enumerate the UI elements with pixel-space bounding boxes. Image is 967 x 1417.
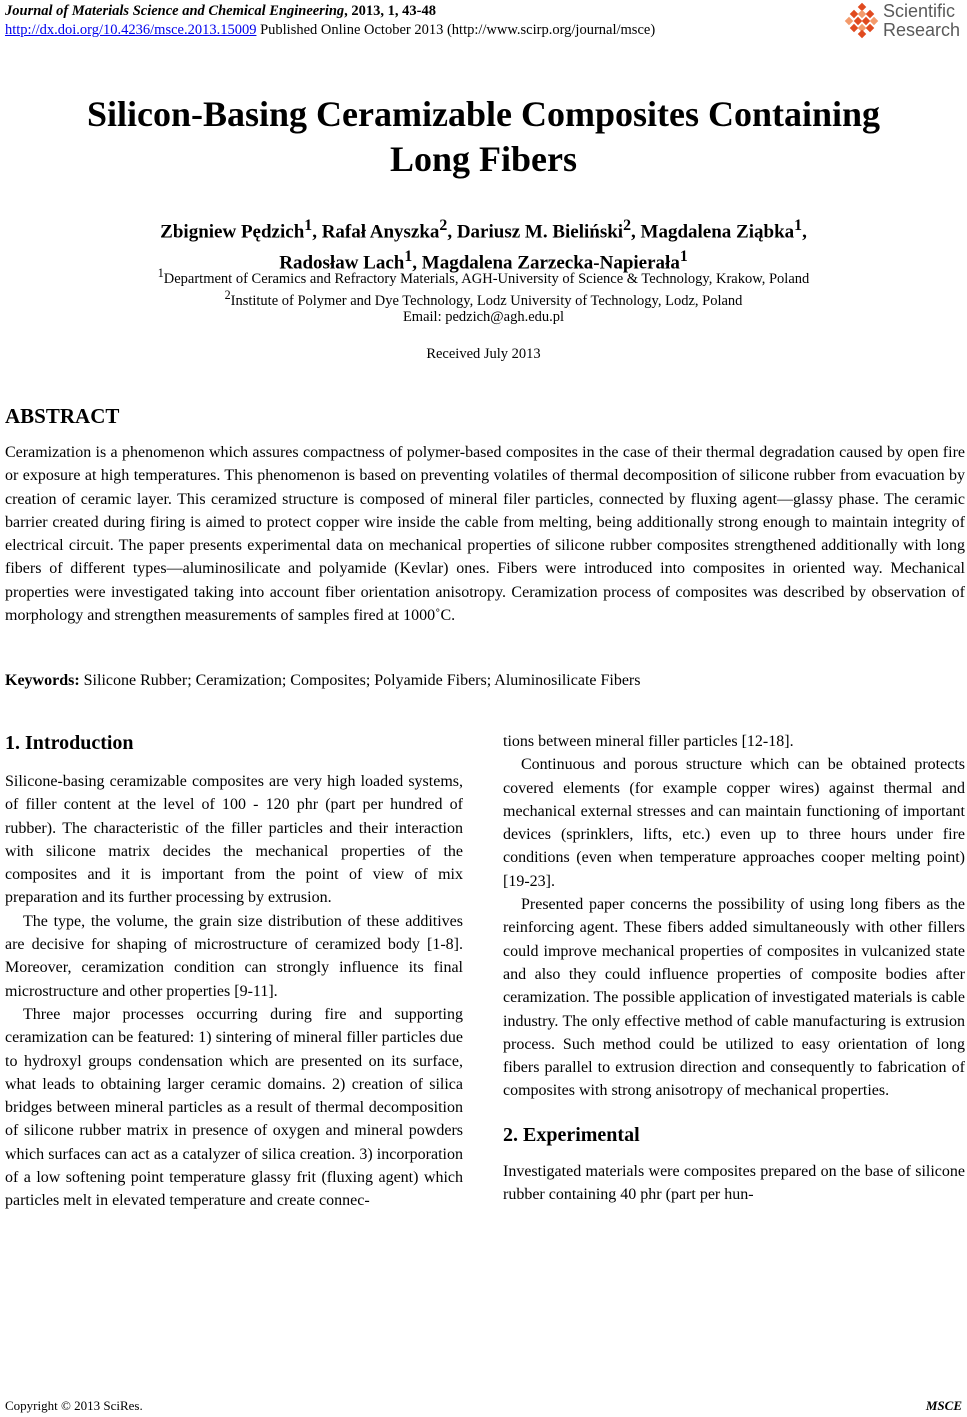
logo-mark-icon [846, 4, 878, 36]
paper-title: Silicon-Basing Ceramizable Composites Containing Long Fibers [86, 94, 881, 179]
doi-line [5, 21, 655, 40]
running-header [5, 2, 655, 40]
abstract-heading: ABSTRACT [5, 404, 120, 428]
journal-name: Journal of Materials Science and Chemical Engineering [5, 3, 345, 19]
intro-paragraph-3: Three major processes occurring during fire and supporting ceramization can be featured: 1) sintering of mineral filler particles due to hydroxyl groups condensation which are presented on its surface, what leads to obtaining larger ceramic domains. 2) creation of silica bridges between mineral particles as a result of thermal decomposition of silicone rubber matrix in presence of oxygen and mineral powders which surfaces can act as a catalyzer of silica creation. 3) incorporation of a low softening point temperature glassy frit (fluxing agent) which particles melt in elevated temperature and create connec- [5, 1005, 463, 1210]
abstract-text: Ceramization is a phenomenon which assures compactness of polymer-based composites in the case of their thermal degradation caused by open fire or exposure at high temperatures. This phenomenon is based on preventing volatiles of thermal decomposition of silicone rubber from evacuation by creation of ceramic layer. This ceramized structure is composed of mineral filer particles, connected by fluxing agent—glassy phase. The ceramic barrier created during firing is aimed to protect copper wire inside the cable from melting, being additionally strong enough to maintain integrity of electrical circuit. The paper presents experimental data on mechanical properties of silicone rubber composites strengthened additionally with long fibers of different types—aluminosilicate and polyamide (Kevlar) ones. Fibers were introduced into composites in oriented way. Mechanical properties were investigated taking into account fiber orientation anisotropy. Ceramization process of composites was described by observation of morphology and strengthen measurements of samples fired at 1000˚C. [5, 444, 965, 625]
publication-info: Published Online October 2013 (http://www.scirp.org/journal/msce) [256, 22, 656, 38]
keywords [5, 670, 640, 692]
journal-volume: , 2013, 1, 43-48 [344, 3, 437, 19]
intro-paragraph-3-continued: tions between mineral filler particles [12-18]. [503, 733, 794, 750]
intro-paragraph-1: Silicone-basing ceramizable composites are very high loaded systems, of filler content at the level of 100 - 120 phr (part per hundred of rubber). The characteristic of the filler particles and their interaction with silicone matrix decides the mechanical properties of the composites and it is important from the point of view of mix preparation and its further processing by extrusion. [5, 773, 463, 907]
right-column [503, 730, 965, 1206]
logo-text-line1: Scientific [883, 1, 956, 21]
footer-copyright: Copyright © 2013 SciRes. [5, 1398, 143, 1413]
footer-journal-abbr: MSCE [925, 1398, 962, 1413]
scientific-research-logo [846, 2, 962, 42]
experimental-paragraph-1: Investigated materials were composites prepared on the base of silicone rubber containing 40 phr (part per hun- [503, 1162, 965, 1204]
affiliation-1: $^1$Department of Ceramics and Refractory Materials, AGH-University of Science & Technology, Krakow, Poland [157, 266, 810, 287]
journal-citation [5, 2, 655, 21]
intro-paragraph-5: Presented paper concerns the possibility of using long fibers as the reinforcing agent. These fibers added simultaneously with other fillers could improve mechanical properties of composites in vulcanized state and also they could influence properties of composite bodies after ceramization. The possible application of investigated materials is cable industry. The only effective method of cable manufacturing is extrusion process. Such method could be utilized to easy orientation of long fibers parallel to extrusion direction and consequently to fabrication of composites with strong anisotropy of mechanical properties. [503, 896, 965, 1100]
intro-paragraph-2: The type, the volume, the grain size distribution of these additives are decisive for shaping of microstructure of ceramized body [1-8]. Moreover, ceramization condition can strongly influence its final microstructure and other properties [9-11]. [5, 912, 463, 1000]
section-heading-introduction: 1. Introduction [5, 732, 134, 754]
author-list: Zbigniew Pędzich$^1$, Rafał Anyszka$^2$, Dariusz M. Bieliński$^2$, Magdalena Ziąbka$^1$, Radosław Lach$^1$, Magdalena Zarzecka-Napierała$^1$ [160, 217, 807, 274]
left-column [5, 730, 463, 1213]
author-email: Email: pedzich@agh.edu.pl [402, 309, 565, 325]
keywords-label: Keywords: [5, 672, 80, 689]
received-date: Received July 2013 [426, 346, 541, 362]
doi-link[interactable]: http://dx.doi.org/10.4236/msce.2013.15009 [5, 22, 257, 38]
section-heading-experimental: 2. Experimental [503, 1123, 640, 1146]
intro-paragraph-4: Continuous and porous structure which can be obtained protects covered elements (for example copper wires) against thermal and mechanical external stresses and can maintain functioning of important devices (sprinklers, lifts, etc.) even up to three hours under fire conditions (even when temperature approaches cooper melting point) [19-23]. [503, 756, 965, 890]
keywords-text: Silicone Rubber; Ceramization; Composites; Polyamide Fibers; Aluminosilicate Fibers [79, 672, 641, 689]
affiliation-2: $^2$Institute of Polymer and Dye Technology, Lodz University of Technology, Lodz, Poland [224, 288, 743, 309]
logo-text-line2: Research [883, 20, 961, 40]
